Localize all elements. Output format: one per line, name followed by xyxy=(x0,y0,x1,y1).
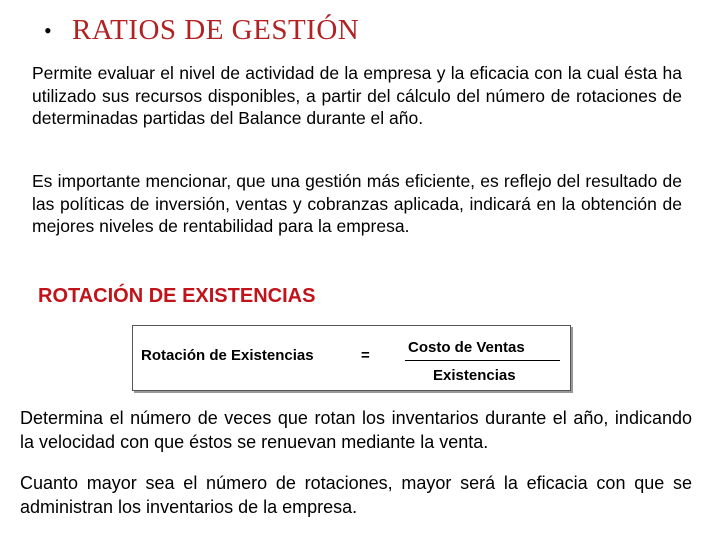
formula-label: Rotación de Existencias xyxy=(141,347,314,364)
description-paragraph-1: Determina el número de veces que rotan los inventarios durante el año, indicando la velocidad con que éstos se renuevan mediante la venta. xyxy=(20,408,692,452)
formula-denominator: Existencias xyxy=(433,367,516,384)
section-subtitle: ROTACIÓN DE EXISTENCIAS xyxy=(38,285,316,307)
formula-numerator: Costo de Ventas xyxy=(408,339,525,356)
page-title: RATIOS DE GESTIÓN xyxy=(72,14,360,46)
description-paragraph-2: Cuanto mayor sea el número de rotaciones, mayor será la eficacia con que se administran los inventarios de la empresa. xyxy=(20,473,692,517)
bullet-marker: • xyxy=(44,17,52,43)
intro-paragraph-1: Permite evaluar el nivel de actividad de la empresa y la eficacia con la cual ésta ha utilizado sus recursos disponibles, a partir del cálculo del número de rotaciones de determinadas partidas del Balance durante el año. xyxy=(32,63,682,128)
formula-equals: = xyxy=(361,347,370,364)
intro-paragraph-2: Es importante mencionar, que una gestión más eficiente, es reflejo del resultado de las políticas de inversión, ventas y cobranzas aplicada, indicará en la obtención de mejores niveles de rentabilidad para la empresa. xyxy=(32,171,682,236)
page-header xyxy=(44,14,359,47)
formula-box xyxy=(132,325,571,391)
fraction-line xyxy=(405,360,560,361)
